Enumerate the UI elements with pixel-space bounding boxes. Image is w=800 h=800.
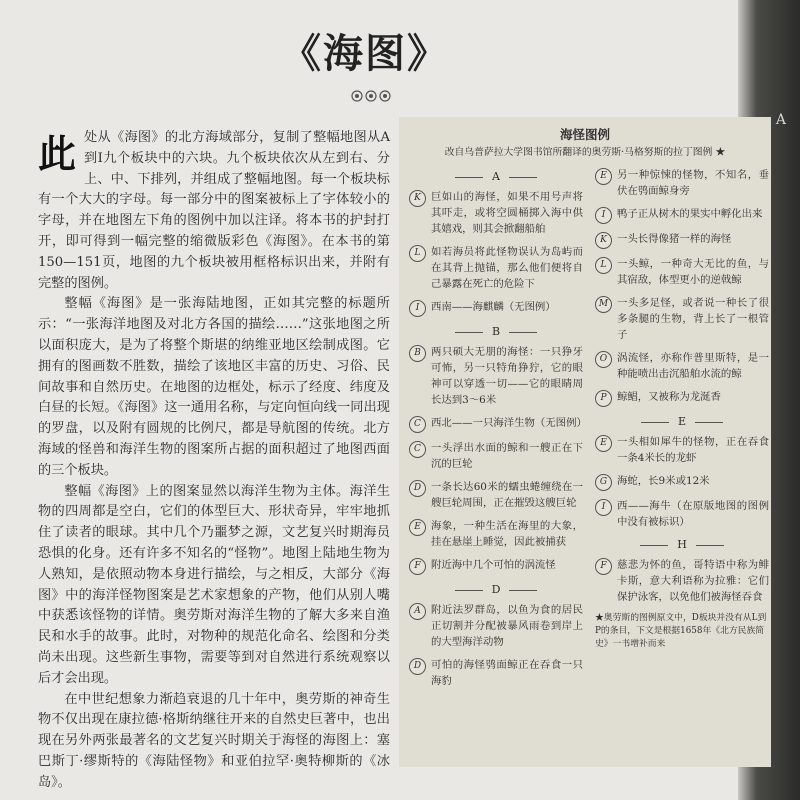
entry-text: 西——海牛（在原版地图的图例中没有被标识） (617, 500, 769, 528)
entry-letter-badge: K (595, 232, 612, 249)
entry-letter-badge: O (595, 351, 612, 368)
divider (509, 590, 537, 591)
entry-letter-badge: F (595, 558, 612, 575)
legend-entry (595, 473, 769, 491)
drop-cap: 此 (38, 131, 77, 176)
legend-entry (409, 244, 583, 292)
legend-entry (409, 299, 583, 317)
entry-text: 慈悲为怀的鱼，哥特语中称为鲱卡斯，意大利语称为拉雅：它们保护泳客，以免他们被海怪吞食 (617, 559, 769, 603)
entry-text: 西南——海麒麟（无图例） (431, 301, 556, 313)
entry-letter-badge: C (409, 441, 426, 458)
entry-text: 一头相如犀牛的怪物，正在吞食一条4米长的龙虾 (617, 436, 769, 464)
entry-text: 海蛇，长9米或12米 (617, 475, 710, 487)
entry-letter-badge: M (595, 296, 612, 313)
divider (509, 177, 537, 178)
legend-section-header (409, 582, 583, 598)
page-title: 《海图》 (281, 30, 449, 77)
body-paragraph: 在中世纪想象力渐趋衰退的几十年中，奥劳斯的神奇生物不仅出现在康拉德·格斯纳继往开来的自然史巨著中，也出现在另外两张最著名的文艺复兴时期关于海怪的海图上：塞巴斯丁·缪斯特的《海陆怪物》和亚伯拉罕·奥特柳斯的《冰岛》。 (38, 691, 390, 790)
section-letter: E (677, 415, 687, 428)
legend-entry (409, 557, 583, 575)
entry-text: 另一种惊悚的怪物，不知名，垂伏在鸮面鲸身旁 (617, 169, 769, 197)
legend-entry (409, 344, 583, 408)
legend-entry (409, 518, 583, 550)
edge-section-letter: A (775, 112, 786, 128)
entry-letter-badge: L (595, 257, 612, 274)
legend-entry (595, 557, 769, 605)
legend-entry (595, 231, 769, 249)
entry-text: 巨如山的海怪，如果不用号声将其吓走，或将空圆桶掷入海中供其嬉戏，则其会掀翻船舶 (431, 191, 583, 235)
paragraph-text: 处从《海图》的北方海域部分，复制了整幅地图从A到I九个板块中的六块。九个板块依次从左到右、分上、中、下排列，并组成了整幅地图。每一个板块标有一个大大的字母。每一部分中的图案被标上了字体较小的字母，并在地图左下角的图例中加以注译。将本书的护封打开，即可得到一幅完整的缩微版彩色《海图》。在本书的第150—151页，地图的九个板块被用框格标识出来，并附有完整的图例。 (38, 130, 390, 291)
legend-entry (595, 206, 769, 224)
entry-text: 海象，一种生活在海里的大象，挂在悬崖上睡觉，因此被捕获 (431, 520, 583, 548)
entry-text: 两只硕大无朋的海怪：一只狰牙可怖，另一只特角狰狞，它的眼神可以穿透一切——它的眼睛周长达到3～6米 (431, 346, 583, 406)
legend-entry (409, 415, 587, 433)
entry-letter-badge: E (595, 435, 612, 452)
divider (641, 422, 669, 423)
section-letter: H (677, 538, 687, 551)
entry-letter-badge: D (409, 658, 426, 675)
legend-column-right (595, 167, 769, 651)
entry-letter-badge: B (409, 345, 426, 362)
divider (455, 332, 483, 333)
entry-text: 可怕的海怪鸮面鲸正在吞食一只海豹 (431, 659, 583, 687)
legend-entry (409, 189, 583, 237)
legend-footnote: ★奥劳斯的图例原文中，D板块并没有从L到P的条目，下文是根据1658年《北方民族简史》一书增补而来 (595, 613, 767, 649)
entry-letter-badge: I (409, 300, 426, 317)
divider (455, 590, 483, 591)
entry-letter-badge: E (595, 168, 612, 185)
section-letter: B (491, 325, 501, 338)
legend-entry (595, 434, 769, 466)
body-paragraph: 整幅《海图》是一张海陆地图，正如其完整的标题所示：“一张海洋地图及对北方各国的描绘……”这张地图之所以面积庞大，是为了将整个斯堪的纳维亚地区绘制成图。它拥有的图画数不胜数，描绘了该地区丰富的历史、习俗、民间故事和自然历史。在地图的边框处，标示了经度、纬度及白昼的长短。《海图》这一通用名称，与定向恒向线一同出现的罗盘，以及附有圆规的比例尺，都是导航图的传统。北方海域的怪兽和海洋生物的图案所占据的面积超过了地图西面的三个板块。 (38, 296, 390, 478)
body-text (38, 128, 390, 794)
entry-letter-badge: L (409, 245, 426, 262)
section-letter: D (491, 583, 501, 596)
divider (696, 545, 724, 546)
legend-entry (409, 602, 583, 650)
legend-panel (399, 117, 771, 767)
entry-letter-badge: G (595, 474, 612, 491)
divider (695, 422, 723, 423)
legend-section-header (595, 414, 769, 430)
entry-text: 附近海中几个可怕的涡流怪 (431, 559, 556, 571)
entry-text: 如若海员将此怪物误认为岛屿而在其背上抛锚，那么他们便将自己暴露在死亡的危险下 (431, 246, 583, 290)
legend-section-header (409, 324, 583, 340)
divider (640, 545, 668, 546)
body-paragraph (38, 128, 390, 294)
entry-text: 一头浮出水面的鲸和一艘正在下沉的巨轮 (431, 442, 583, 470)
entry-text: 鸭子正从树木的果实中孵化出来 (617, 208, 763, 220)
legend-entry (595, 295, 769, 343)
entry-letter-badge: A (409, 603, 426, 620)
divider (455, 177, 483, 178)
legend-entry (595, 167, 769, 199)
entry-letter-badge: I (595, 499, 612, 516)
legend-entry (409, 657, 583, 689)
entry-text: 鲸鲳，又被称为龙涎香 (617, 391, 721, 403)
entry-letter-badge: P (595, 390, 612, 407)
entry-letter-badge: D (409, 480, 426, 497)
entry-text: 一头长得像猪一样的海怪 (617, 233, 732, 245)
legend-entry (595, 256, 769, 288)
legend-entry (409, 440, 583, 472)
legend-column-left (409, 167, 587, 696)
entry-letter-badge: E (409, 519, 426, 536)
divider (509, 332, 537, 333)
entry-letter-badge: I (595, 207, 612, 224)
entry-letter-badge: K (409, 190, 426, 207)
section-letter: A (492, 170, 500, 183)
legend-subtitle: 改自乌普萨拉大学图书馆所翻译的奥劳斯·马格努斯的拉丁图例 ★ (444, 147, 726, 158)
entry-text: 涡流怪，亦称作普里斯特，是一种能喷出击沉船舶水流的鲸 (617, 352, 769, 380)
legend-section-header (409, 169, 583, 185)
legend-entry (595, 498, 769, 530)
entry-text: 一头鲸，一种奇大无比的鱼，与其宿敌，体型更小的逆戟鲸 (617, 258, 769, 286)
entry-text: 附近法罗群岛，以鱼为食的居民正切割并分配被暴风雨卷到岸上的大型海洋动物 (431, 604, 583, 648)
entry-text: 西北——一只海洋生物（无图例） (431, 417, 587, 429)
entry-text: 一条长达60米的蠕虫蜷缠绕在一艘巨轮周围，正在摧毁这艘巨轮 (431, 481, 583, 509)
legend-entry (595, 350, 769, 382)
legend-title: 海怪图例 (559, 127, 610, 142)
entry-text: 一头多足怪，或者说一种长了很多条腿的生物，背上长了一根管子 (617, 297, 769, 341)
body-paragraph: 整幅《海图》上的图案显然以海洋生物为主体。海洋生物的四周都是空白，它们的体型巨大、形状奇异，牢牢地抓住了读者的眼球。其中几个乃噩梦之源，文艺复兴时期海员恐惧的化身。还有许多不知名的“怪物”。地图上陆地生物为人熟知，是依照动物本身进行描绘，与之相反，大部分《海图》中的海洋怪物图案是艺术家想象的产物，他们从别人嘴中获悉该怪物的详情。奥劳斯对海洋生物的了解大多来自渔民和水手的故事。此时，对物种的规范化命名、绘图和分类尚未出现。这些新生事物，需要等到对自然进行系统观察以后才会出现。 (38, 483, 390, 686)
legend-entry (595, 389, 769, 407)
entry-letter-badge: F (409, 558, 426, 575)
entry-letter-badge: C (409, 416, 426, 433)
ornament-icon (346, 88, 396, 104)
legend-entry (409, 479, 583, 511)
legend-section-header (595, 537, 769, 553)
